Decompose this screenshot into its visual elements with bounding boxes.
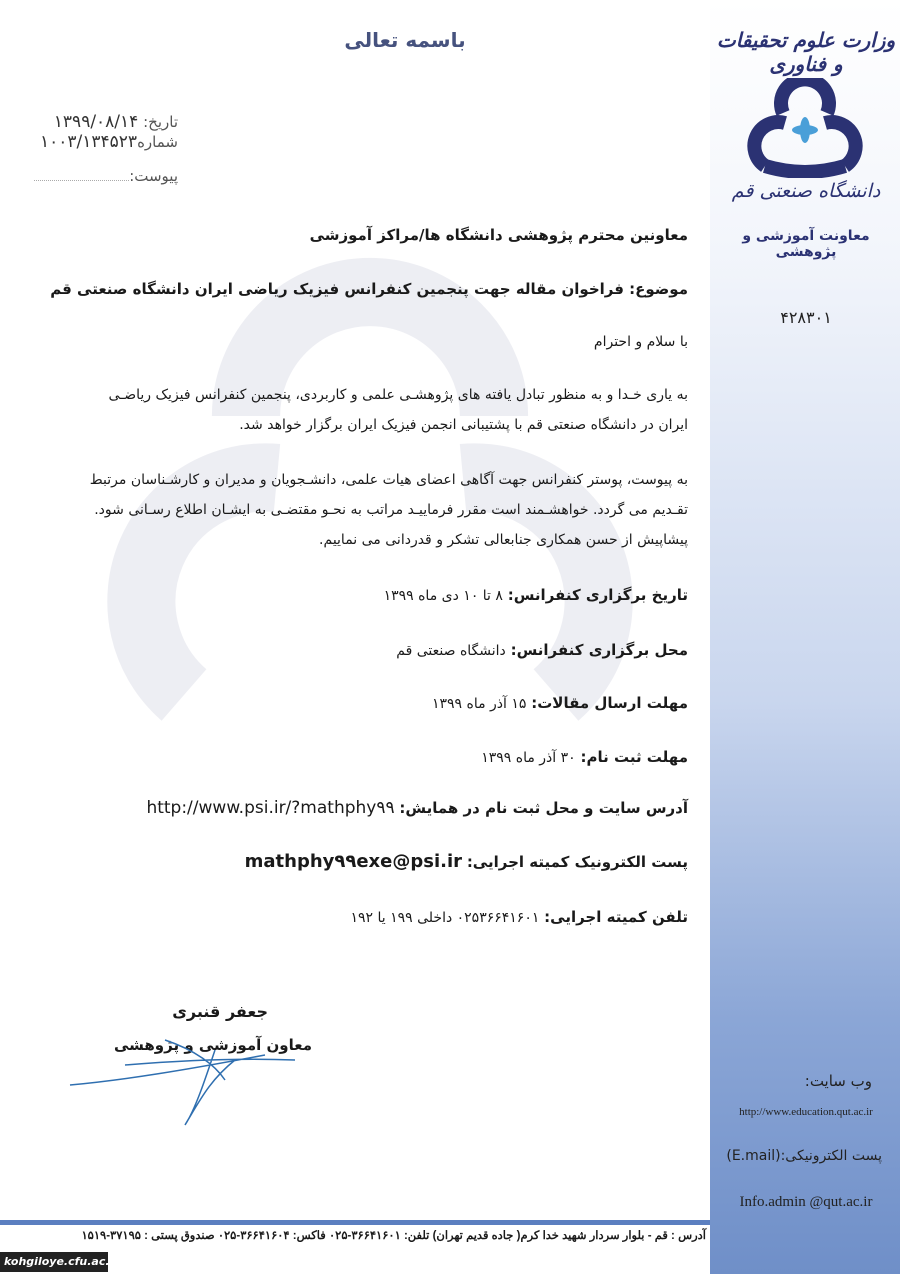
detail-label: مهلت ارسال مقالات: [531,694,688,712]
detail-label: محل برگزاری کنفرانس: [510,641,688,659]
greeting: با سلام و احترام [593,334,688,350]
paragraph2-line: تقـدیم می گردد. خواهشـمند است مقرر فرماییـد مراتب به نحـو مقتضـی به ایشـان اطلاع رسـانی شود. [94,502,688,518]
paragraph2-line: پیشاپیش از حسن همکاری جنابعالی تشکر و قدردانی می نماییم. [319,532,688,548]
department-name: معاونت آموزشی و پژوهشی [742,228,870,260]
letter-meta [18,112,178,186]
detail-label: تاریخ برگزاری کنفرانس: [507,586,688,604]
detail-value: ۰۲۵۳۶۶۴۱۶۰۱ داخلی ۱۹۹ یا ۱۹۲ [350,910,540,926]
signer-name: جعفر قنبری [172,1002,268,1021]
letter-code: ۴۲۸۳۰۱ [780,308,832,327]
signature-scribble [65,1020,305,1130]
detail-value: ۳۰ آذر ماه ۱۳۹۹ [481,750,576,766]
website-label: وب سایت: [804,1072,872,1090]
date-value: ۱۳۹۹/۰۸/۱۴ [53,112,139,132]
number-label: شماره [137,133,178,151]
recipient: معاونین محترم پژوهشی دانشگاه ها/مراکز آموزشی [309,226,688,244]
website-link[interactable]: http://www.education.qut.ac.ir [739,1106,873,1118]
conference-website-link[interactable]: http://www.psi.ir/?mathphy۹۹ [146,798,395,818]
detail-phone [350,902,688,933]
detail-submission-deadline [432,688,688,719]
conference-email-link[interactable]: mathphy۹۹exe@psi.ir [244,851,463,872]
detail-email [245,847,688,877]
paragraph1-line: ایران در دانشگاه صنعتی قم با پشتیبانی انجمن فیزیک ایران برگزار خواهد شد. [239,417,688,433]
detail-conference-venue [396,635,688,666]
detail-value: ۱۵ آذر ماه ۱۳۹۹ [431,696,527,712]
detail-value: ۸ تا ۱۰ دی ماه ۱۳۹۹ [383,588,503,604]
date-label: تاریخ: [143,113,178,131]
university-logo-icon [745,78,865,178]
email-label: پست الکترونیکی:(E.mail) [726,1148,882,1164]
site-watermark-badge: kohgiloye.cfu.ac.ir [0,1252,108,1272]
signer-title: معاون آموزشی و پژوهشی [113,1036,312,1054]
university-name: دانشگاه صنعتی قم [731,180,881,202]
detail-website [146,793,688,823]
detail-label: آدرس سایت و محل ثبت نام در همایش: [399,799,688,817]
detail-registration-deadline [481,742,688,773]
detail-label: تلفن کمیته اجرایی: [544,908,688,926]
basmala: باسمه تعالی [344,28,466,52]
paragraph2-line: به پیوست، پوستر کنفرانس جهت آگاهی اعضای هیات علمی، دانشـجویان و مدیران و کارشـناسان مرتبط [89,472,688,488]
detail-conference-date [384,580,688,611]
detail-label: مهلت ثبت نام: [580,748,688,766]
number-value: ۱۰۰۳/۱۳۴۵۲۳ [40,132,138,152]
ministry-name: وزارت علوم تحقیقات و فناوری [716,28,896,76]
attachment-label: پیوست: [129,167,178,185]
email-link[interactable]: Info.admin @qut.ac.ir [739,1194,873,1210]
paragraph1-line: به یاری خـدا و به منظور تبادل یافته های پژوهشـی علمی و کاربردی، پنجمین کنفرانس فیزیک ریاضـی [108,387,688,403]
footer-address: آدرس : قم - بلوار سردار شهید خدا کرم( جاده قدیم تهران) تلفن: ۳۶۶۴۱۶۰۱-۰۲۵ فاکس: ۳۶۶۴۱۶۰۴-۰۲۵ صندوق پستی : ۳۷۱۹۵-۱۵۱۹ [81,1230,706,1242]
detail-label: پست الکترونیک کمیته اجرایی: [466,853,688,871]
detail-value: دانشگاه صنعتی قم [396,643,506,659]
footer-divider [0,1220,710,1225]
subject: موضوع: فراخوان مقاله جهت پنجمین کنفرانس فیزیک ریاضی ایران دانشگاه صنعتی قم [50,280,688,298]
